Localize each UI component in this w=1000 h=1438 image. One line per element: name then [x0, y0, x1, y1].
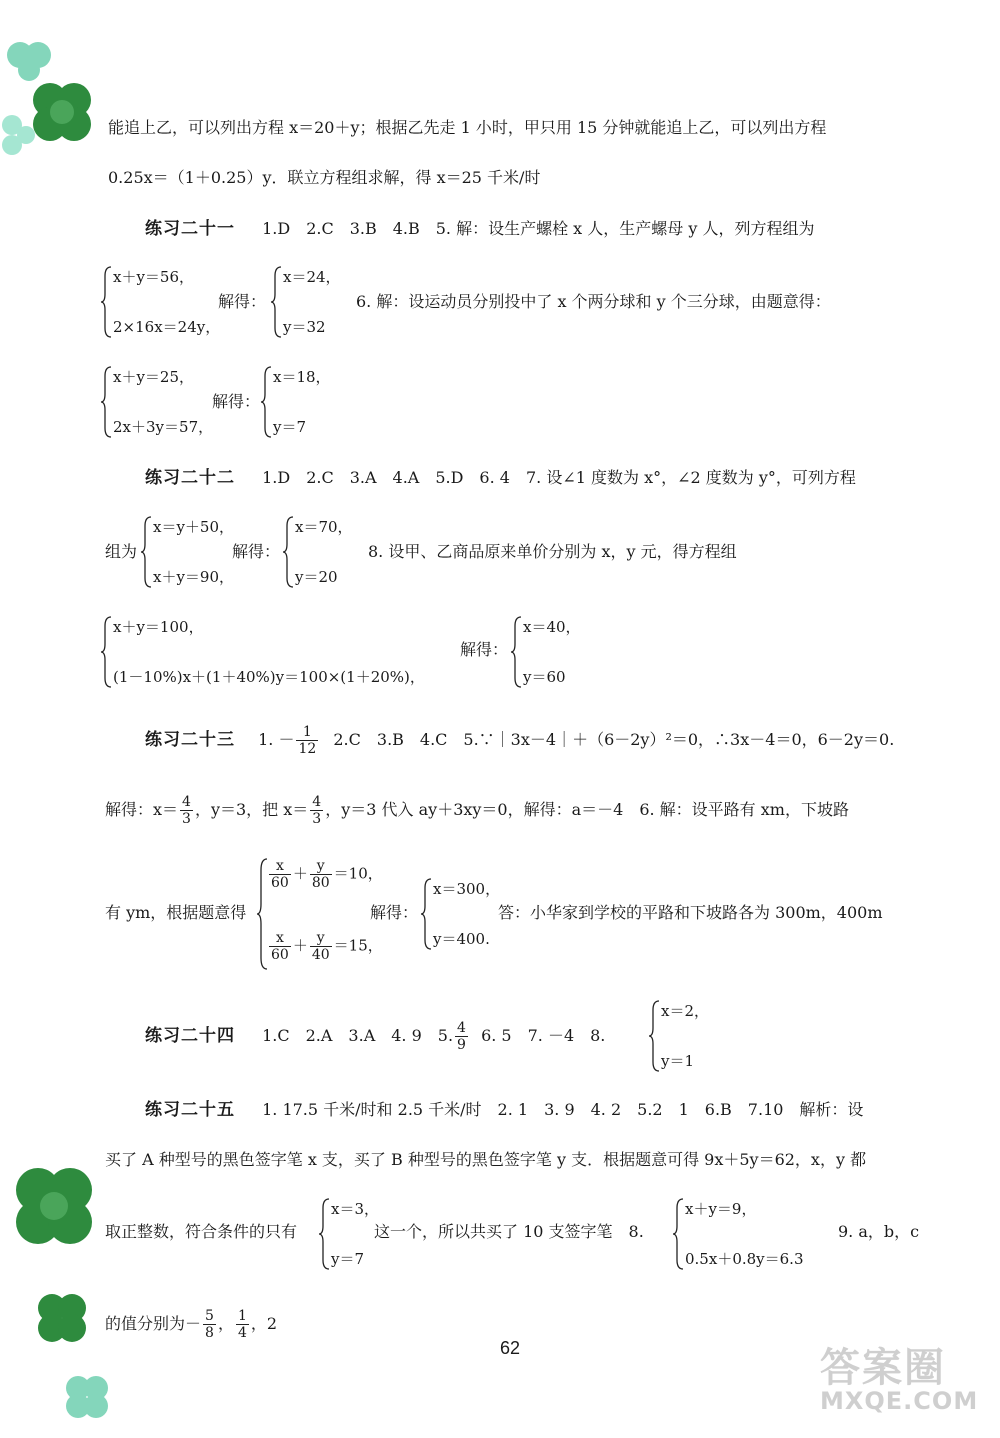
exercise-25-row: [145, 1100, 863, 1120]
exercise-21-title: 练习二十一: [145, 219, 235, 239]
zuwei-label: 组为: [105, 542, 138, 561]
equation-row: x＋y＝25，: [113, 368, 195, 386]
equation-row: y＝60: [523, 668, 566, 686]
exercise-24-answers-b: 6. 5 7. －4 8.: [481, 1026, 606, 1045]
exercise-22-row: [145, 468, 856, 488]
exercise-25-line-2: 买了 A 种型号的黑色签字笔 x 支，买了 B 种型号的黑色签字笔 y 支．根据题意可得 9x＋5y＝62，x，y 都: [105, 1150, 867, 1169]
equation-row: x＝18，: [273, 368, 331, 386]
exercise-24-title: 练习二十四: [145, 1026, 235, 1046]
exercise-21-row: [145, 219, 815, 239]
jiede-label: 解得：: [232, 542, 281, 561]
exercise-23-title: 练习二十三: [145, 730, 235, 750]
exercise-21-answers: 1.D 2.C 3.B 4.B 5. 解：设生产螺栓 x 人，生产螺母 y 人，列方程组为: [262, 219, 815, 238]
equation-row: y＝7: [331, 1250, 365, 1268]
equation-row: y＝32: [283, 318, 326, 336]
exercise-23-line-3-lead: 有 ym，根据题意得: [105, 903, 247, 922]
exercise-24-row: [145, 1020, 605, 1053]
equation-row: $\frac{x}{60}$ ＋ $\frac{y}{80}$ ＝10，: [271, 858, 383, 891]
equation-row: x＋y＝100，: [113, 618, 204, 636]
equation-row: 0.5x＋0.8y＝6.3: [685, 1250, 804, 1268]
watermark-logo: 答案圈 MXQE.COM: [820, 1345, 979, 1415]
jiede-label: 解得：: [218, 292, 267, 311]
equation-row: x＝300，: [433, 880, 501, 898]
exercise-23-answer: 答：小华家到学校的平路和下坡路各为 300m，400m: [498, 903, 883, 922]
ex25-equation-system: [672, 1198, 842, 1270]
exercise-25-title: 练习二十五: [145, 1100, 235, 1120]
equation-row: x＝70，: [295, 518, 353, 536]
equation-row: y＝7: [273, 418, 307, 436]
jiede-label: 解得：: [212, 392, 261, 411]
jiede-label: 解得：: [370, 903, 419, 922]
exercise-23-line-2: 解得：x＝ $\frac{4}{3}$ ，y＝3，把 x＝ $\frac{4}{3}$ ，y＝3 代入 ay＋3xy＝0，解得：a＝－4 6. 解：设平路有 xm，下坡路: [105, 794, 849, 827]
ex22-equation-system-2: [100, 616, 460, 688]
equation-row: x＋y＝56，: [113, 268, 195, 286]
clover-decoration-top: [0, 30, 110, 170]
ex22-solution-2: [510, 616, 590, 688]
fraction: $\frac{4}{3}$: [182, 794, 191, 827]
equation-row: y＝1: [661, 1052, 695, 1070]
exercise-24-answers: 1.C 2.A 3.A 4. 9 5.: [262, 1026, 454, 1045]
ex23-solution: [420, 878, 500, 950]
equation-row: 2x＋3y＝57，: [113, 418, 214, 436]
equation-row: $\frac{x}{60}$ ＋ $\frac{y}{40}$ ＝15，: [271, 930, 383, 963]
equation-row: x＝2，: [661, 1002, 710, 1020]
equation-row: x＝y＋50，: [153, 518, 235, 536]
ex21-solution-2: [260, 366, 340, 438]
exercise-25-answers: 1. 17.5 千米/时和 2.5 千米/时 2. 1 3. 9 4. 2 5.2 1 6.B 7.10 解析：设: [262, 1100, 864, 1119]
ex23-equation-system: [256, 858, 383, 970]
equation-row: y＝20: [295, 568, 338, 586]
equation-row: x＝3，: [331, 1200, 380, 1218]
exercise-22-q8: 8. 设甲、乙商品原来单价分别为 x，y 元，得方程组: [368, 542, 737, 561]
equation-row: x＋y＝9，: [685, 1200, 757, 1218]
fraction: $\frac{1}{12}$: [298, 724, 317, 757]
exercise-23-row: [145, 724, 894, 757]
exercise-25-line-3-lead: 取正整数，符合条件的只有: [105, 1222, 298, 1241]
exercise-25-line-3-tail: 9. a，b，c: [838, 1222, 920, 1241]
equation-row: x＝24，: [283, 268, 341, 286]
exercise-23-answers: 2.C 3.B 4.C 5.∵｜3x－4｜＋（6－2y）²＝0，∴3x－4＝0，6－2y＝0.: [333, 730, 895, 749]
equation-row: 2×16x＝24y，: [113, 318, 221, 336]
text-line-1: 能追上乙，可以列出方程 x＝20＋y；根据乙先走 1 小时，甲只用 15 分钟就能追上乙，可以列出方程: [108, 118, 827, 137]
fraction: $\frac{5}{8}$: [205, 1308, 214, 1341]
exercise-22-answers: 1.D 2.C 3.A 4.A 5.D 6. 4 7. 设∠1 度数为 x°，∠2 度数为 y°，可列方程: [262, 468, 856, 487]
ex21-equation-system-1: [100, 266, 220, 338]
equation-row: y＝400.: [433, 930, 490, 948]
ex23-q1-prefix: 1. －: [258, 730, 295, 749]
jiede-label: 解得：: [460, 640, 509, 659]
ex21-equation-system-2: [100, 366, 220, 438]
ex22-solution-1: [282, 516, 362, 588]
fraction: $\frac{4}{3}$: [312, 794, 322, 827]
ex24-solution: [648, 1000, 728, 1072]
fraction: $\frac{1}{4}$: [237, 1308, 247, 1341]
exercise-25-line-3-mid: 这一个，所以共买了 10 支签字笔 8.: [374, 1222, 644, 1241]
exercise-21-q6: 6. 解：设运动员分别投中了 x 个两分球和 y 个三分球，由题意得：: [356, 292, 831, 311]
exercise-22-title: 练习二十二: [145, 468, 235, 488]
equation-row: x＝40，: [523, 618, 581, 636]
clover-decoration-bottom: [0, 1160, 120, 1430]
page-number: 62: [500, 1338, 521, 1358]
fraction: $\frac{4}{9}$: [457, 1020, 466, 1053]
equation-row: x＋y＝90，: [153, 568, 235, 586]
exercise-25-line-4: 的值分别为－ $\frac{5}{8}$ ， $\frac{1}{4}$ ，2: [105, 1308, 278, 1341]
ex21-solution-1: [270, 266, 350, 338]
equation-row: (1－10%)x＋(1＋40%)y＝100×(1＋20%)，: [113, 668, 425, 686]
text-line-2: 0.25x＝（1＋0.25）y．联立方程组求解，得 x＝25 千米/时: [108, 168, 541, 187]
